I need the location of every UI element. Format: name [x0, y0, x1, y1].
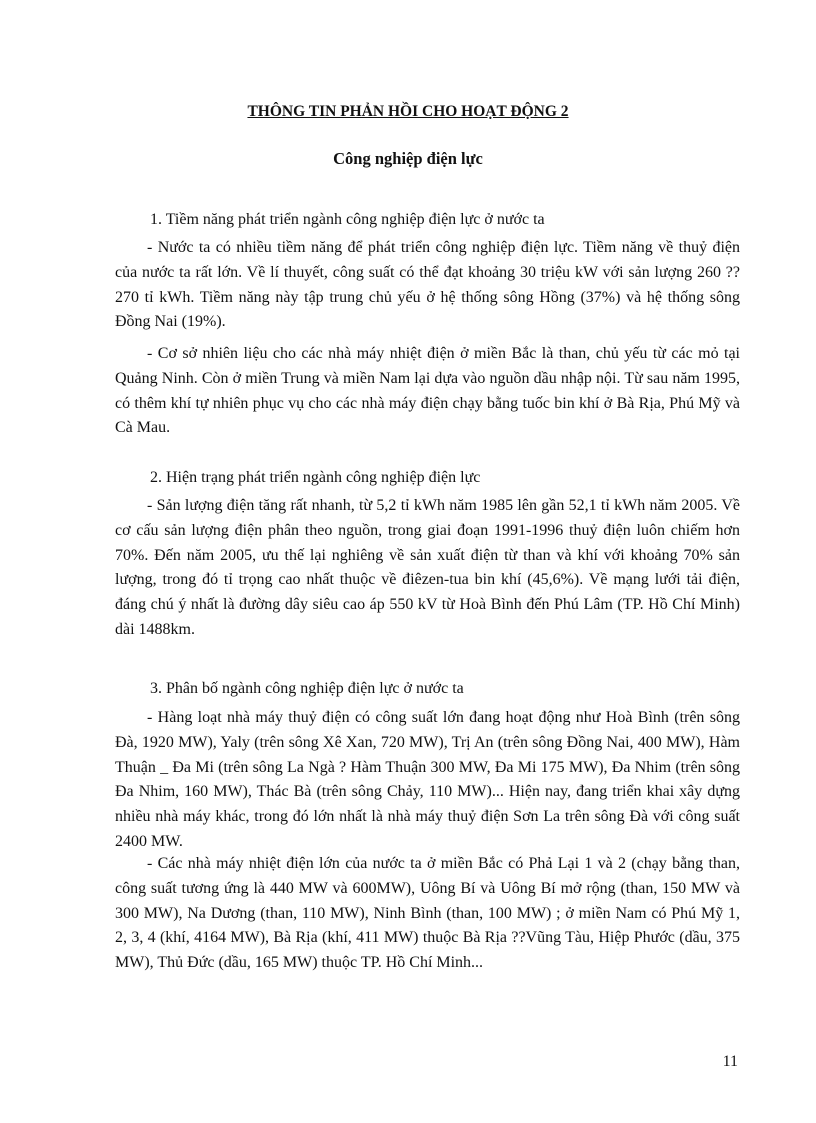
page-number: 11	[722, 1053, 738, 1070]
section-3-title: 3. Phân bố ngành công nghiệp điện lực ở nước ta	[150, 680, 464, 697]
document-heading: THÔNG TIN PHẢN HỒI CHO HOẠT ĐỘNG 2	[247, 103, 569, 120]
section-3-paragraph-2: - Các nhà máy nhiệt điện lớn của nước ta ở miền Bắc có Phả Lại 1 và 2 (chạy bằng than, công suất tương ứng là 440 MW và 600MW), Uông Bí và Uông Bí mở rộng (than, 150 MW và 300 MW), Na Dương (than, 110 MW), Ninh Bình (than, 100 MW) ; ở miền Nam có Phú Mỹ 1, 2, 3, 4 (khí, 4164 MW), Bà Rịa (khí, 411 MW) thuộc Bà Rịa ??Vũng Tàu, Hiệp Phước (dầu, 375 MW), Thủ Đức (dầu, 165 MW) thuộc TP. Hồ Chí Minh...	[115, 855, 740, 972]
section-3-paragraph-1: - Hàng loạt nhà máy thuỷ điện có công suất lớn đang hoạt động như Hoà Bình (trên sông Đà, 1920 MW), Yaly (trên sông Xê Xan, 720 MW), Trị An (trên sông Đồng Nai, 400 MW), Hàm Thuận _ Đa Mi (trên sông La Ngà ? Hàm Thuận 300 MW, Đa Mi 175 MW), Đa Nhim (trên sông Đa Nhim, 160 MW), Thác Bà (trên sông Chảy, 110 MW)... Hiện nay, đang triển khai xây dựng nhiều nhà máy khác, trong đó lớn nhất là nhà máy thuỷ điện Sơn La trên sông Đà với công suất 2400 MW.	[115, 709, 740, 850]
section-1-paragraph-2: - Cơ sở nhiên liệu cho các nhà máy nhiệt điện ở miền Bắc là than, chủ yếu từ các mỏ tại Quảng Ninh. Còn ở miền Trung và miền Nam lại dựa vào nguồn dầu nhập nội. Từ sau năm 1995, có thêm khí tự nhiên phục vụ cho các nhà máy điện chạy bằng tuốc bin khí ở Bà Rịa, Phú Mỹ và Cà Mau.	[115, 345, 740, 437]
section-2-paragraph-1: - Sản lượng điện tăng rất nhanh, từ 5,2 tỉ kWh năm 1985 lên gần 52,1 tỉ kWh năm 2005. Về cơ cấu sản lượng điện phân theo nguồn, trong giai đoạn 1991-1996 thuỷ điện luôn chiếm hơn 70%. Đến năm 2005, ưu thế lại nghiêng về sản xuất điện từ than và khí với khoảng 70% sản lượng, trong đó tỉ trọng cao nhất thuộc về điêzen-tua bin khí (45,6%). Về mạng lưới tải điện, đáng chú ý nhất là đường dây siêu cao áp 550 kV từ Hoà Bình đến Phú Lâm (TP. Hồ Chí Minh) dài 1488km.	[115, 497, 740, 638]
section-2-title: 2. Hiện trạng phát triển ngành công nghiệp điện lực	[150, 469, 481, 486]
section-1-paragraph-1: - Nước ta có nhiều tiềm năng để phát triển công nghiệp điện lực. Tiềm năng về thuỷ điện của nước ta rất lớn. Về lí thuyết, công suất có thể đạt khoảng 30 triệu kW với sản lượng 260 ??270 tỉ kWh. Tiềm năng này tập trung chủ yếu ở hệ thống sông Hồng (37%) và hệ thống sông Đồng Nai (19%).	[115, 239, 740, 331]
document-subheading: Công nghiệp điện lực	[333, 149, 483, 168]
section-1-title: 1. Tiềm năng phát triển ngành công nghiệp điện lực ở nước ta	[150, 211, 545, 228]
